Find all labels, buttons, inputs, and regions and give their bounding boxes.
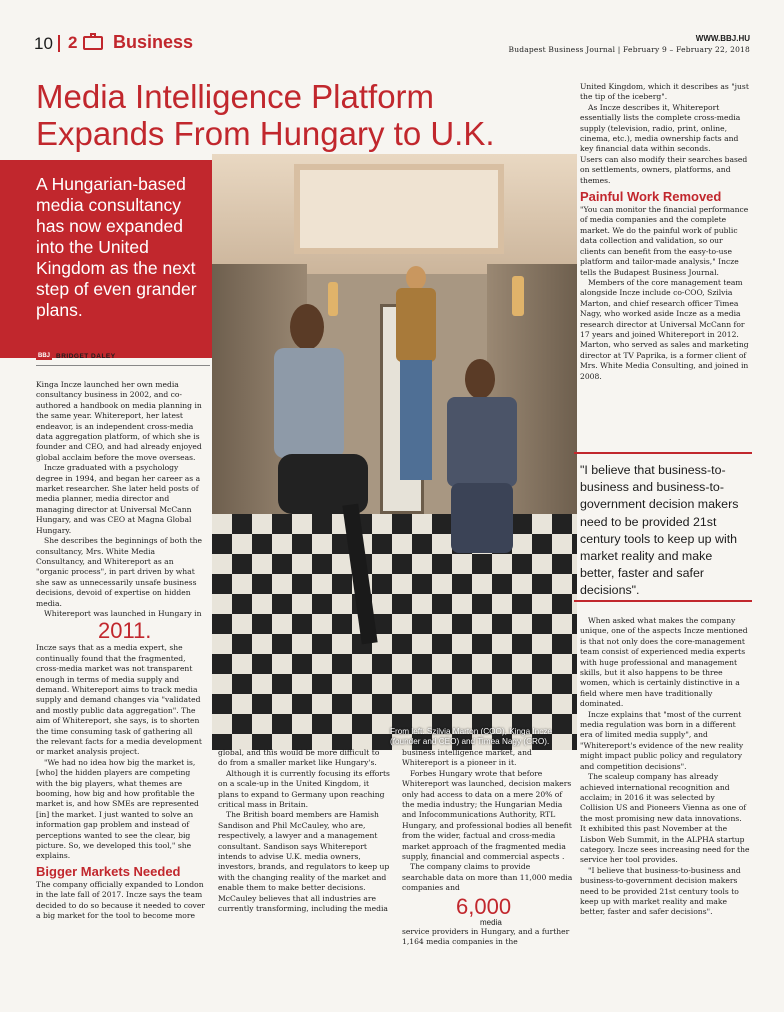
column-3	[402, 748, 574, 948]
column-4-lower	[580, 616, 750, 918]
col1-para-7: The company officially expanded to London in the late fall of 2017. Incze says the team decided to do so because it needed to cover a big market for the tool to become more	[36, 879, 205, 921]
col4-para-3: Users can also modify their searches based on settlements, owners, platforms, and themes.	[580, 154, 748, 185]
page-number: 10	[34, 34, 53, 53]
header-url: WWW.BBJ.HU	[695, 34, 750, 43]
headline-line-2: Expands From Hungary to U.K.	[36, 115, 495, 152]
col3-para-4: service providers in Hungary, and a further 1,164 media companies in the	[402, 926, 570, 947]
col2-para-3: The British board members are Hamish Sandison and Phil McCauley, who are, respectively, a lawyer and a management consultant. Sandison says Whitereport intends to advise U.K. media owners, investors, brands, and regulators to keep up with the changing reality of the market and enable them to make better decisions. McCauley believes that all industries are currently transforming, including the media	[218, 810, 390, 914]
bbj-logo: BBJ	[38, 353, 51, 359]
section-number: 2	[68, 33, 78, 52]
col2-para-2: Although it is currently focusing its efforts on a scale-up in the United Kingdom, it plans to expand to Germany upon reaching critical mass in Britain.	[218, 768, 390, 810]
deck-box	[0, 160, 212, 358]
big-year: 2011.	[98, 618, 152, 644]
big-number-label: media	[480, 917, 502, 927]
col3-para-3: The company claims to provide searchable data on more than 11,000 media companies and	[402, 862, 573, 893]
briefcase-icon	[83, 36, 103, 50]
col1-para-3: She describes the beginnings of both the consultancy, Mrs. White Media Consultancy, and Whitereport as an "organic process", in part driven by what she saw as unnecessarily unsafe business decisions, devoid of expertise on hidden media.	[36, 536, 203, 608]
col4-para-5: Members of the core management team alongside Incze include co-COO, Szilvia Marton, and chief research officer Timea Nagy, who worked aside Incze as a media research director at Universal McCann for 17 years and joined Whitereport in 2012. Marton, who served as sales and marketing director at TV Paprika, is a former client of Mrs. White Media Consulting, and joined in 2008.	[580, 277, 749, 381]
column-1	[36, 380, 206, 922]
col4-para-4: "You can monitor the financial performance of media companies and the complete market. We do the painful work of public data collection and validation, so our clients can benefit from the easy-to-use platform and tailor-made analysis," Incze tells the Budapest Business Journal.	[580, 205, 749, 277]
publication-line: Budapest Business Journal | February 9 – February 22, 2018	[508, 45, 750, 54]
col4-para-6: When asked what makes the company unique, one of the aspects Incze mentioned is that not only does the core-management team consist of experienced media experts with huge professional and management skills, but it also happens to be three women, which is certainly distinctive in a field where men have traditionally dominated.	[580, 616, 748, 709]
pullquote-rule-top	[574, 452, 752, 454]
photo-lamp-right	[512, 276, 524, 316]
pullquote-rule-bottom	[574, 600, 752, 602]
byline	[36, 352, 210, 364]
header-divider	[58, 35, 60, 52]
photo-person-right	[437, 359, 537, 619]
col2-para-1: global, and this would be more difficult to do from a smaller market like Hungary's.	[218, 748, 380, 768]
col1-para-1: Kinga Incze launched her own media consultancy business in 2002, and co-authored a handbook on media planning in the same year. Whitereport, her latest endeavor, is an independent cross-media data aggregation platform, of which she is founder and CEO, and had already enjoyed global acclaim before the move overseas.	[36, 380, 202, 462]
subhead-bigger-markets: Bigger Markets Needed	[36, 863, 181, 879]
big-number: 6,000	[456, 893, 512, 919]
deck-text: A Hungarian-based media consultancy has now expanded into the United Kingdom as the next step of even grander plans.	[36, 174, 197, 320]
byline-author: BRIDGET DALEY	[56, 353, 116, 360]
col1-para-6: "We had no idea how big the market is, [who] the hidden players are competing with the big players, what themes are booming, how big and how profitable the market is, and how SMEs are represented [in] the market. I just wanted to solve an information gap problem and instead of perceptions wanted to see the clear, big picture. So, we developed this tool," she explains.	[36, 757, 199, 861]
col4-para-1: United Kingdom, which it describes as "just the tip of the iceberg".	[580, 82, 749, 102]
photo-person-left	[262, 304, 382, 644]
col4-para-8: The scaleup company has already achieved international recognition and acclaim; in 2016 it was selected by Collision US and Pioneers Vienna as one of the most promising new data innovations. It exhibited this past November at the Lisbon Web Summit, in the ALPHA startup category. Incze sees increasing need for the service her tool provides.	[580, 772, 750, 865]
col4-para-7: Incze explains that "most of the current media regulation was born in a different era of limited media supply", and "Whitereport's evidence of the new reality might impact public policy and regulatory and competition decisions".	[580, 709, 744, 771]
col1-para-4: Whitereport was launched in Hungary in	[44, 608, 202, 618]
col3-para-1: business intelligence market, and Whitereport is a pioneer in it.	[402, 748, 532, 768]
col1-para-5: Incze says that as a media expert, she continually found that the fragmented, cross-media market was not transparent enough in terms of media supply and demand. Whitereport aims to track media supply and demand changes via "validated and mostly public data aggregation". The aim of Whitereport, she says, is to shorten the time consuming task of gathering all the relevant facts for a media development or market analysis project.	[36, 643, 202, 757]
byline-rule	[36, 365, 210, 366]
headline	[36, 78, 576, 152]
section-title: Business	[113, 32, 194, 52]
column-4	[580, 82, 750, 382]
headline-line-1: Media Intelligence Platform	[36, 78, 435, 115]
col1-para-2: Incze graduated with a psychology degree in 1994, and began her career as a market researcher. She later held posts of media planner, media director and managing director at Universal McCann Hungary, and was CEO at Magna Global Hungary.	[36, 463, 201, 535]
feature-photo	[212, 154, 577, 750]
col3-para-2: Forbes Hungary wrote that before Whitereport was launched, decision makers only had access to data on a mere 20% of the media industry; the Hungarian Media and Infocommunications Authority, RTL Hungary, and professional bodies all benefit from the wider, factual and cross-media market approach of the fragmented media supply, financial and commercial aspects .	[402, 768, 572, 862]
col4-para-9: "I believe that business-to-business and business-to-government decision makers need to be provided 21st century tools to keep up with market reality and make better, faster and safer decisions".	[580, 865, 741, 917]
photo-caption: From left: Szilvia Marton (COO), Kinga Incze (founder and CEO) and Timea Nagy (CRO).	[390, 727, 552, 747]
column-2	[218, 748, 390, 915]
photo-person-center	[392, 266, 438, 496]
pullquote: "I believe that business-to-business and business-to-government decision makers need to be provided 21st century tools to keep up with market reality and make better, faster and safer decisions".	[580, 463, 739, 598]
col4-para-2: As Incze describes it, Whitereport essentially lists the complete cross-media supply (television, radio, print, online, cinema, etc.), media ownership facts and key financial data within seconds.	[580, 102, 741, 154]
subhead-painful-work: Painful Work Removed	[580, 189, 722, 205]
photo-skylight	[294, 164, 504, 254]
page-header	[0, 0, 784, 62]
